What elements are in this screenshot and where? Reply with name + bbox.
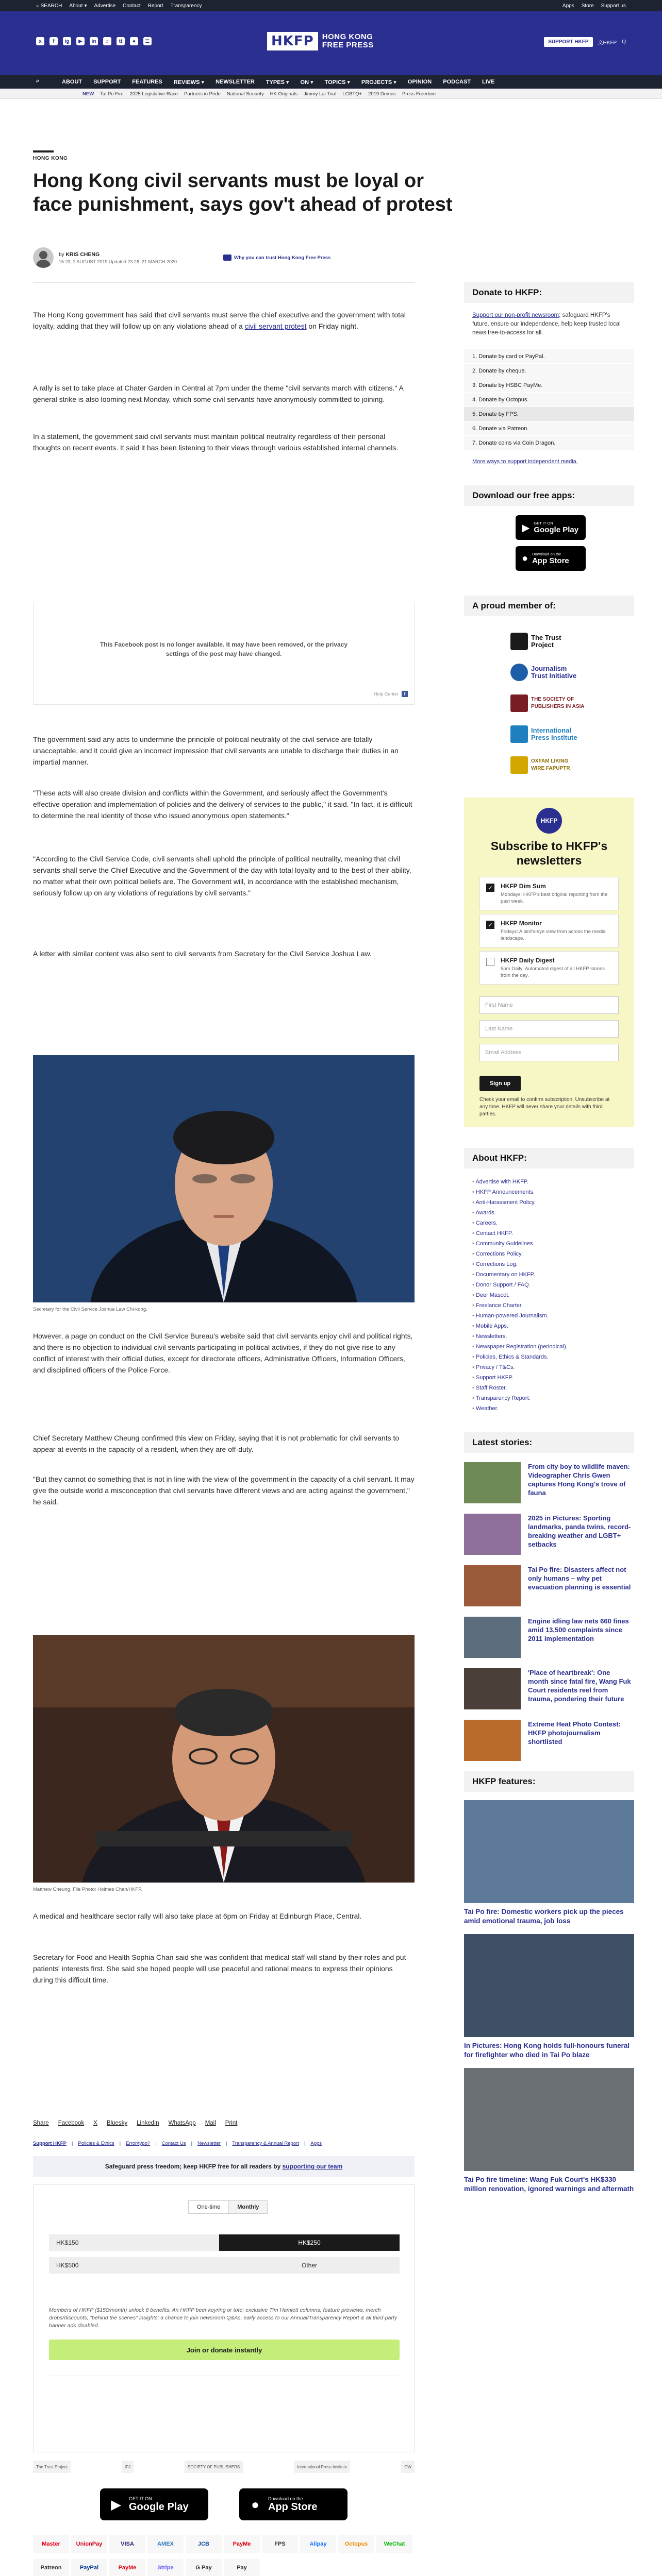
main-nav — [0, 75, 662, 89]
photo-caption: Matthew Cheung. File Photo: Holmes Chan/HKFP. — [33, 1887, 143, 1892]
top-utility-bar — [0, 0, 662, 11]
member-heading: A proud member of: — [464, 596, 634, 616]
payment-alipay: Alipay — [300, 2535, 336, 2553]
checkbox-checked[interactable]: ✓ — [486, 921, 494, 929]
about-link[interactable]: • Mobile Apps. — [472, 1321, 627, 1331]
press-freedom-banner: Safeguard press freedom; keep HKFP free for all readers by supporting our team — [33, 2156, 415, 2177]
about-link[interactable]: • Awards. — [472, 1208, 627, 1218]
supporting-team-link[interactable]: supporting our team — [282, 2163, 343, 2170]
paragraph: However, a page on conduct on the Civil Service Bureau's website said that civil servants enjoy civil and political rights, and there is no objection to individual civil servants participating in political activities, if they do not give rise to any conflict of interest with their official duties, except for directorate officers, Administrative Officers, Information Officers, and disciplined officers of the Police Force. — [33, 1332, 413, 1374]
nav-topics[interactable]: TOPICS ▾ — [324, 79, 350, 86]
nav-types[interactable]: TYPES ▾ — [266, 79, 289, 86]
about-link[interactable]: • Deer Mascot. — [472, 1290, 627, 1300]
feature-image — [464, 1934, 634, 2037]
payment-visa: VISA — [109, 2535, 145, 2553]
payment-patreon: Patreon — [33, 2558, 69, 2576]
donate-option-cheque[interactable]: 2. Donate by cheque. — [464, 364, 634, 378]
share-print[interactable]: Print — [225, 2120, 238, 2126]
top-link-transparency[interactable]: Transparency — [170, 3, 202, 9]
portrait-illustration — [33, 1635, 415, 1883]
paragraph: In a statement, the government said civil servants must maintain political neutrality regardless of their personal thoughts on recent events. It said it has been listening to their views through various established internal channels. — [33, 432, 399, 452]
member-logos-strip — [33, 2458, 415, 2476]
share-whatsapp[interactable]: WhatsApp — [168, 2120, 196, 2126]
header-search-icon[interactable]: Q — [622, 39, 626, 45]
trending-link[interactable]: 2019 Demos — [368, 91, 396, 97]
trending-link[interactable]: Press Freedom — [402, 91, 436, 97]
about-link[interactable]: • Policies, Ethics & Standards. — [472, 1352, 627, 1362]
latest-story[interactable]: From city boy to wildlife maven: Videographer Chris Gwen captures Hong Kong's trove of fauna — [464, 1462, 634, 1509]
x-icon[interactable]: x — [36, 37, 44, 45]
threads-icon[interactable]: ⌂ — [103, 37, 111, 45]
chinese-site-link[interactable]: 文HKFP — [598, 40, 617, 46]
about-link[interactable]: • Newsletters. — [472, 1331, 627, 1342]
amount-option-selected[interactable]: HK$250 — [219, 2234, 400, 2251]
story-thumbnail — [464, 1668, 521, 1709]
top-link-contact[interactable]: Contact — [123, 3, 141, 9]
article-footer-links: Support HKFP | Policies & Ethics | Error/typo? | Contact Us | Newsletter | Transparency & Annual Report | Apps — [33, 2141, 322, 2146]
nav-live[interactable]: LIVE — [482, 79, 495, 85]
chevron-down-icon: ▾ — [84, 3, 87, 9]
oxfam-logo — [510, 756, 528, 774]
apps-heading: Download our free apps: — [464, 485, 634, 506]
features-heading: HKFP features: — [464, 1771, 634, 1792]
nav-newsletter[interactable]: NEWSLETTER — [216, 79, 255, 85]
story-thumbnail — [464, 1617, 521, 1658]
amount-option[interactable]: HK$500 — [49, 2257, 229, 2274]
share-mail[interactable]: Mail — [205, 2120, 216, 2126]
about-link[interactable]: • Transparency Report. — [472, 1393, 627, 1403]
about-link[interactable]: • Newspaper Registration (periodical). — [472, 1342, 627, 1352]
facebook-icon: f — [402, 691, 408, 697]
donate-option-coins[interactable]: 7. Donate coins via Coin Dragon. — [464, 436, 634, 450]
trending-link[interactable]: 2025 Legislative Race — [129, 91, 178, 97]
about-link[interactable]: • Privacy / T&Cs. — [472, 1362, 627, 1372]
donate-option-card[interactable]: 1. Donate by card or PayPal. — [464, 349, 634, 364]
share-label[interactable]: Share — [33, 2120, 49, 2126]
transparency-link[interactable]: Transparency & Annual Report — [232, 2141, 299, 2146]
divider — [33, 282, 415, 283]
app-store-buttons — [33, 2488, 415, 2520]
top-link-store[interactable]: Store — [581, 3, 594, 9]
about-link[interactable]: • HKFP Announcements. — [472, 1187, 627, 1197]
more-ways-link[interactable]: More ways to support independent media. — [472, 459, 578, 465]
site-logo[interactable]: HKFP HONG KONG FREE PRESS — [267, 32, 374, 50]
feature-story[interactable]: Tai Po fire: Domestic workers pick up the pieces amid emotional trauma, job loss — [464, 1800, 634, 1926]
donate-option-octopus[interactable]: 4. Donate by Octopus. — [464, 393, 634, 407]
social-links — [36, 37, 152, 45]
share-x[interactable]: X — [93, 2120, 97, 2126]
last-name-input[interactable]: Last Name — [479, 1020, 619, 1038]
payment-applepay: Pay — [224, 2558, 260, 2576]
donate-option-fps[interactable]: 5. Donate by FPS. — [464, 407, 634, 421]
apple-icon: ● — [522, 552, 528, 564]
paragraph: "According to the Civil Service Code, civil servants shall uphold the principle of political neutrality, meaning that civil servants shall serve the Chief Executive and the Government of the day with total loyalty and to the best of their ability, no matter what their own political beliefs are. The Government will, in accordance with the established mechanism, seriously follow up on any violations of regulations by civil servants." — [33, 855, 411, 897]
nav-projects[interactable]: PROJECTS ▾ — [361, 79, 396, 86]
share-facebook[interactable]: Facebook — [58, 2120, 85, 2126]
newsletter-title: Subscribe to HKFP's newsletters — [490, 839, 608, 867]
member-logo[interactable]: OW — [401, 2461, 415, 2473]
latest-story[interactable]: Engine idling law nets 660 fines amid 13,500 complaints since 2011 implementation — [464, 1617, 634, 1663]
instagram-icon[interactable]: ig — [63, 37, 71, 45]
payment-payme: PayMe — [109, 2558, 145, 2576]
donate-heading: Donate to HKFP: — [464, 282, 634, 303]
google-play-icon: ▶ — [522, 522, 530, 534]
checkbox-unchecked[interactable] — [486, 958, 494, 966]
paragraph: A medical and healthcare sector rally will also take place at 6pm on Friday at Edinburgh Place, Central. — [33, 1912, 362, 1920]
newsletter-option-digest[interactable]: HKFP Daily Digest 5pm Daily: Automated digest of all HKFP stories from the day. — [479, 951, 619, 985]
paragraph: Chief Secretary Matthew Cheung confirmed this view on Friday, saying that it is not problematic for civil servants to appear at events in the capacity of a resident, when they are off-duty. — [33, 1434, 400, 1453]
non-profit-newsroom-link[interactable]: Support our non-profit newsroom — [472, 312, 559, 318]
payment-wechat: WeChat — [376, 2535, 412, 2553]
contact-link[interactable]: Contact Us — [161, 2141, 186, 2146]
tiktok-icon[interactable]: tt — [117, 37, 125, 45]
member-jti[interactable]: Journalism Trust Initiative — [510, 664, 576, 681]
latest-story[interactable]: Tai Po fire: Disasters affect not only humans – why pet evacuation planning is essential — [464, 1565, 634, 1612]
payment-jcb: JCB — [186, 2535, 222, 2553]
photo-caption: Secretary for the Civil Service Joshua Law Chi-kong. — [33, 1307, 147, 1312]
top-link-search[interactable]: ⌕ SEARCH — [36, 3, 62, 9]
about-heading: About HKFP: — [464, 1148, 634, 1168]
policies-link[interactable]: Policies & Ethics — [78, 2141, 114, 2146]
app-store-button[interactable]: ● Download on the App Store — [239, 2488, 347, 2520]
jti-logo — [510, 664, 528, 681]
share-linkedin[interactable]: LinkedIn — [137, 2120, 159, 2126]
support-hkfp-button[interactable]: SUPPORT HKFP — [544, 37, 592, 47]
section-label[interactable]: HONG KONG — [33, 156, 68, 161]
trust-badge-icon — [223, 255, 231, 261]
author-link[interactable]: KRIS CHENG — [65, 251, 100, 258]
about-link[interactable]: • Corrections Policy. — [472, 1249, 627, 1259]
about-link[interactable]: • Advertise with HKFP. — [472, 1177, 627, 1187]
paragraph: "These acts will also create division and conflicts within the Government, and seriously affect the Government's effective operation and implementation of policies and the delivery of services to the public," it said. "In fact, it is difficult to determine the real identity of those who issued anonymous open statements." — [33, 789, 412, 820]
newsletter-link[interactable]: Newsletter — [197, 2141, 221, 2146]
photo-matthew-cheung — [33, 1635, 415, 1883]
email-input[interactable]: Email Address — [479, 1044, 619, 1061]
about-links — [472, 1177, 627, 1414]
paragraph: The government said any acts to undermine the principle of political neutrality of the civil service are totally unacceptable, and it could give an incorrect impression that civil servants are unable to discharge their duties in an impartial manner. — [33, 735, 399, 766]
support-hkfp-link[interactable]: Support HKFP — [33, 2141, 67, 2146]
about-link[interactable]: • Human-powered Journalism. — [472, 1311, 627, 1321]
payment-unionpay: UnionPay — [71, 2535, 107, 2553]
apps-link[interactable]: Apps — [310, 2141, 322, 2146]
site-header — [0, 11, 662, 75]
about-link[interactable]: • Donor Support / FAQ. — [472, 1280, 627, 1290]
nav-about[interactable]: ABOUT — [62, 79, 82, 85]
story-thumbnail — [464, 1462, 521, 1503]
paragraph: The Hong Kong government has said that civil servants must serve the chief executive and the government with total loyalty, adding that they will follow up on any violations ahead of a civil servant protest on Friday night. — [33, 311, 406, 330]
nav-podcast[interactable]: PODCAST — [443, 79, 471, 85]
feature-image — [464, 1800, 634, 1903]
paragraph: A letter with similar content was also sent to civil servants from Secretary for the Civil Service Joshua Law. — [33, 950, 372, 958]
member-trust-project[interactable]: The Trust Project — [510, 633, 561, 650]
member-logo[interactable]: International Press Institute — [294, 2461, 350, 2473]
hkfp-logo: HKFP — [536, 808, 562, 834]
trending-link[interactable]: LGBTQ+ — [342, 91, 362, 97]
member-logo[interactable]: SOCIETY OF PUBLISHERS — [185, 2461, 243, 2473]
nav-features[interactable]: FEATURES — [132, 79, 162, 85]
amount-option[interactable]: HK$150 — [49, 2234, 229, 2251]
story-thumbnail — [464, 1720, 521, 1761]
google-play-icon: ▶ — [111, 2496, 121, 2512]
member-logo[interactable]: IFJ — [122, 2461, 134, 2473]
share-bluesky[interactable]: Bluesky — [106, 2120, 128, 2126]
byline: by KRIS CHENG 15:23, 2 AUGUST 2019 Updated 23:26, 21 MARCH 2020 Why you can trust Hong Kong Free Press — [33, 247, 330, 268]
google-play-button[interactable]: ▶ GET IT ON Google Play — [100, 2488, 208, 2520]
tab-monthly[interactable]: Monthly — [228, 2201, 267, 2213]
newsletter-signup — [464, 798, 634, 1127]
payment-stripe: Stripe — [147, 2558, 184, 2576]
about-link[interactable]: • Support HKFP. — [472, 1372, 627, 1383]
nav-support[interactable]: SUPPORT — [93, 79, 121, 85]
donate-option-patreon[interactable]: 6. Donate via Patreon. — [464, 421, 634, 436]
trending-link[interactable]: Partners in Pride — [184, 91, 221, 97]
top-link-about[interactable]: About ▾ — [69, 3, 87, 9]
latest-story[interactable]: 'Place of heartbreak': One month since fatal fire, Wang Fuk Court residents reel from trauma, pondering their future — [464, 1668, 634, 1715]
nav-reviews[interactable]: REVIEWS ▾ — [173, 79, 205, 86]
latest-story[interactable]: Extreme Heat Photo Contest: HKFP photojournalism shortlisted — [464, 1720, 634, 1766]
first-name-input[interactable]: First Name — [479, 996, 619, 1014]
membership-benefits: Members of HKFP ($150/month) unlock 8 benefits: An HKFP beer keyring or tote; exclusive Tim Hamlett columns; feature previews; merch drops/discounts; "behind the scenes" insights; a chance to join newsroom Q&As, early access to our Annual/Transparency Report & all third-party banner ads disabled. — [49, 2307, 398, 2329]
section-divider — [33, 150, 54, 152]
help-center-link[interactable]: Help Center — [373, 691, 399, 697]
nav-opinion[interactable]: OPINION — [407, 79, 432, 85]
newsletter-option-monitor[interactable]: ✓ HKFP Monitor Fridays: A bird's-eye view from across the media landscape. — [479, 914, 619, 947]
linkedin-icon[interactable]: in — [90, 37, 98, 45]
trending-link[interactable]: Tai Po Fire — [100, 91, 124, 97]
top-link-support[interactable]: Support us — [601, 3, 626, 9]
about-link[interactable]: • Staff Roster. — [472, 1383, 627, 1393]
story-thumbnail — [464, 1514, 521, 1555]
member-logo[interactable]: The Trust Project — [33, 2461, 71, 2473]
publish-dates: 15:23, 2 AUGUST 2019 Updated 23:26, 21 MARCH 2020 — [59, 259, 177, 264]
rss-icon[interactable]: ☰ — [143, 37, 152, 45]
nav-search-icon[interactable]: ⌕ — [36, 78, 40, 84]
payment-octopus: Octopus — [338, 2535, 374, 2553]
about-link[interactable]: • Weather. — [472, 1403, 627, 1414]
trending-link[interactable]: National Security — [226, 91, 264, 97]
portrait-illustration — [33, 1055, 415, 1302]
about-link[interactable]: • Corrections Log. — [472, 1259, 627, 1269]
about-link[interactable]: • Anti-Harassment Policy. — [472, 1197, 627, 1208]
youtube-icon[interactable]: ▶ — [76, 37, 85, 45]
embed-unavailable-text: This Facebook post is no longer available. It may have been removed, or the privacy settings of the post may have changed. — [100, 641, 348, 658]
feature-image — [464, 2068, 634, 2171]
nav-on[interactable]: ON ▾ — [300, 79, 313, 86]
apple-icon: ● — [251, 2496, 259, 2512]
payment-paypal: PayPal — [71, 2558, 107, 2576]
paragraph: Secretary for Food and Health Sophia Chan said she was confident that medical staff will stand by their roles and put patients' interests first. She said she hoped people will use peaceful and rational means to express their opinions during this difficult time. — [33, 1953, 406, 1984]
author-avatar[interactable] — [33, 247, 54, 268]
search-icon: ⌕ — [36, 3, 39, 9]
payment-payme: PayMe — [224, 2535, 260, 2553]
trust-project-logo — [510, 633, 528, 650]
member-ipi[interactable]: International Press Institute — [510, 725, 577, 743]
sign-up-button[interactable]: Sign up — [479, 1076, 521, 1091]
member-sopa[interactable]: THE SOCIETY OF PUBLISHERS IN ASIA — [510, 694, 585, 712]
facebook-icon[interactable]: f — [49, 37, 58, 45]
sopa-logo — [510, 694, 528, 712]
about-link[interactable]: • Freelance Charter. — [472, 1300, 627, 1311]
feature-story[interactable]: In Pictures: Hong Kong holds full-honours funeral for firefighter who died in Tai Po blaze — [464, 1934, 634, 2060]
newsletter-note: Check your email to confirm subscription. Unsubscribe at any time. HKFP will never share your details with third parties. — [479, 1097, 610, 1117]
story-thumbnail — [464, 1565, 521, 1606]
payment-amex: AMEX — [147, 2535, 184, 2553]
civil-servant-protest-link[interactable]: civil servant protest — [244, 322, 307, 330]
top-link-report[interactable]: Report — [147, 3, 163, 9]
share-links — [33, 2120, 237, 2126]
trending-bar — [0, 89, 662, 99]
article-headline: Hong Kong civil servants must be loyal or face punishment, says gov't ahead of protest — [33, 170, 453, 215]
member-oxfam[interactable]: OXFAM LIKING WIRE FAPUPTR — [510, 756, 570, 774]
donate-option-payme[interactable]: 3. Donate by HSBC PayMe. — [464, 378, 634, 393]
donation-widget — [33, 2184, 415, 2452]
about-link[interactable]: • Careers. — [472, 1218, 627, 1228]
paragraph: "But they cannot do something that is not in line with the view of the government in the capacity of a civil servant. It may give the outside world a misconception that civil servants have different views and are acting against the government," he said. — [33, 1475, 415, 1506]
payment-methods — [33, 2535, 415, 2576]
sidebar-google-play-button[interactable]: ▶ GET IT ON Google Play — [516, 515, 586, 540]
newsletter-option-dimsum[interactable]: ✓ HKFP Dim Sum Mondays: HKFP's best original reporting from the past week. — [479, 877, 619, 910]
top-link-apps[interactable]: Apps — [562, 3, 574, 9]
join-donate-button[interactable]: Join or donate instantly — [49, 2340, 400, 2360]
trending-link[interactable]: Jimmy Lai Trial — [303, 91, 337, 97]
top-link-advertise[interactable]: Advertise — [94, 3, 116, 9]
paragraph: A rally is set to take place at Chater Garden in Central at 7pm under the theme "civil servants march with citizens." A general strike is also looming next Monday, which some civil servants have anonymously committed to joining. — [33, 384, 404, 403]
payment-gpay: G Pay — [186, 2558, 222, 2576]
amount-other[interactable]: Other — [219, 2257, 400, 2274]
payment-mastercard: Master — [33, 2535, 69, 2553]
feature-story[interactable]: Tai Po fire timeline: Wang Fuk Court's HK$330 million renovation, ignored warnings and aftermath — [464, 2068, 634, 2194]
photo-joshua-law — [33, 1055, 415, 1302]
about-link[interactable]: • Community Guidelines. — [472, 1239, 627, 1249]
latest-story[interactable]: 2025 in Pictures: Sporting landmarks, panda twins, record-breaking weather and LGBT+ setbacks — [464, 1514, 634, 1560]
donation-frequency-toggle — [188, 2200, 268, 2214]
payment-fps: FPS — [262, 2535, 298, 2553]
sidebar-app-store-button[interactable]: ● Download on the App Store — [516, 546, 586, 571]
trending-link[interactable]: HK Originals — [270, 91, 297, 97]
about-link[interactable]: • Contact HKFP. — [472, 1228, 627, 1239]
error-typo-link[interactable]: Error/typo? — [126, 2141, 151, 2146]
latest-heading: Latest stories: — [464, 1432, 634, 1453]
ipi-logo — [510, 725, 528, 743]
bluesky-icon[interactable]: ● — [130, 37, 138, 45]
why-trust-link[interactable]: Why you can trust Hong Kong Free Press — [223, 255, 330, 261]
tab-one-time[interactable]: One-time — [197, 2204, 221, 2210]
facebook-embed — [33, 602, 415, 705]
new-badge: NEW — [82, 91, 94, 97]
checkbox-checked[interactable]: ✓ — [486, 884, 494, 892]
donate-blurb: Support our non-profit newsroom; safeguard HKFP's future, ensure our independence, help keep trusted local news free-to-access for all. — [472, 312, 621, 336]
about-link[interactable]: • Documentary on HKFP. — [472, 1269, 627, 1280]
